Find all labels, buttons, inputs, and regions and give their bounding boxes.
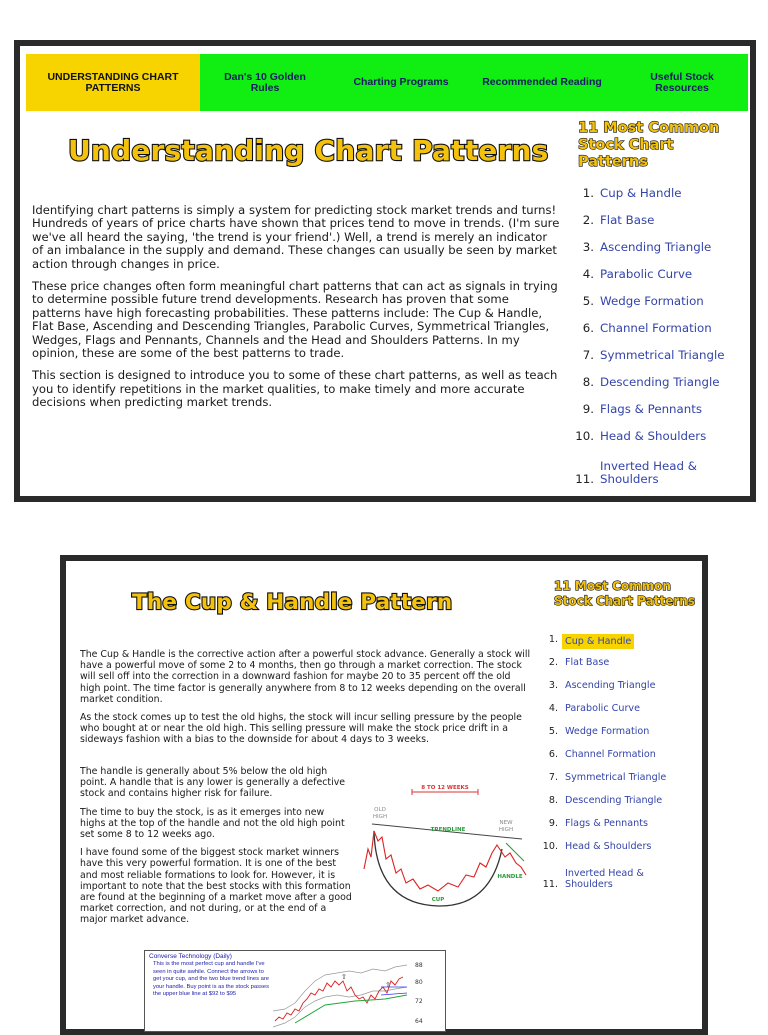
item-number: 2.	[548, 657, 558, 668]
pattern-item[interactable]	[568, 321, 746, 348]
pattern-item[interactable]	[536, 703, 704, 726]
item-number: 10.	[575, 429, 594, 443]
item-link[interactable]: Wedge Formation	[565, 726, 650, 737]
item-link[interactable]: Parabolic Curve	[600, 267, 693, 281]
stock-chart-plot	[145, 951, 445, 1031]
item-number: 8.	[582, 375, 594, 389]
cup-paragraph: The Cup & Handle is the corrective action after a powerful stock advance. Generally a stock will have a powerful move of some 2 to 4 months, then go through a market correction. The stock will sell off into the correction in a downward fashion for maybe 20 to 35 percent off the old high point. The time factor is generally anywhere from 8 to 12 weeks depending on the overall market condition.	[80, 649, 531, 705]
item-link[interactable]: Flags & Pennants	[600, 402, 703, 416]
item-link[interactable]: Parabolic Curve	[565, 703, 640, 714]
item-number: 3.	[548, 680, 558, 691]
nav-golden-rules[interactable]: Dan's 10 Golden Rules	[224, 70, 306, 94]
handle-paragraph: I have found some of the biggest stock market winners have this very powerful formation. It is one of the best and most reliable formations to look for. However, it is important to note that the best stocks with this formation are found at the beginning of a market move after a good market correction, and not during, or at the end of a major market advance.	[80, 847, 352, 926]
nav-charting-programs[interactable]: Charting Programs	[353, 76, 449, 88]
cup-handle-text	[80, 649, 532, 753]
pattern-item[interactable]	[536, 818, 704, 841]
y-tick: 64	[415, 1018, 423, 1025]
intro-paragraph: Identifying chart patterns is simply a system for predicting stock market trends and turns! Hundreds of years of price charts have shown that prices tend to move in trends. (I'm sure we've all heard the saying, 'the trend is your friend'.) Well, a trend is merely an indicator of an imbalance in the supply and demand. These changes can usually be seen by market action through changes in price.	[32, 203, 560, 271]
converse-stock-chart	[144, 950, 446, 1032]
item-number: 3.	[582, 240, 594, 254]
item-link[interactable]: Symmetrical Triangle	[565, 772, 667, 783]
nav-recommended-reading[interactable]: Recommended Reading	[482, 76, 602, 88]
item-link[interactable]: Ascending Triangle	[565, 680, 656, 691]
item-number: 7.	[548, 772, 558, 783]
item-number: 11.	[542, 879, 558, 890]
cup-handle-diagram	[358, 779, 534, 907]
pattern-item[interactable]	[568, 375, 746, 402]
item-number: 4.	[582, 267, 594, 281]
pattern-item[interactable]	[536, 749, 704, 772]
top-navigation	[26, 54, 748, 111]
stock-chart-title: Converse Technology (Daily)	[149, 953, 232, 960]
handle-paragraph: The time to buy the stock, is as it emerges into new highs at the top of the handle and not the old high point set some 8 to 12 weeks ago.	[80, 806, 345, 841]
lower-blue-trendline	[381, 993, 407, 995]
cup-curve	[374, 831, 502, 906]
pattern-item[interactable]	[568, 240, 746, 267]
pattern-item[interactable]	[536, 864, 704, 890]
up-arrow-icon: ⇧	[341, 973, 347, 981]
item-link[interactable]: Descending Triangle	[600, 375, 720, 389]
pattern-item[interactable]	[568, 402, 746, 429]
pattern-item[interactable]	[568, 456, 746, 486]
sidebar-title: 11 Most Common Stock Chart Patterns	[554, 579, 695, 608]
nav-understanding-chart-patterns[interactable]: UNDERSTANDING CHART PATTERNS	[26, 54, 200, 111]
pattern-list	[568, 186, 746, 486]
pattern-item[interactable]	[568, 429, 746, 456]
item-number: 2.	[582, 213, 594, 227]
page-title: The Cup & Handle Pattern	[132, 590, 453, 615]
item-link[interactable]: Ascending Triangle	[600, 240, 712, 254]
item-link[interactable]: Flat Base	[600, 213, 655, 227]
pattern-item[interactable]	[536, 634, 704, 657]
item-number: 5.	[548, 726, 558, 737]
item-number: 6.	[582, 321, 594, 335]
handle-label: HANDLE	[497, 874, 523, 880]
cup-handle-panel	[60, 555, 708, 1035]
handle-line	[506, 843, 524, 861]
intro-paragraph: These price changes often form meaningful chart patterns that can act as signals in trying to determine possible future trend developments. Research has proven that some patterns have high forecasting probabilities. These patterns include: The Cup & Handle, Flat Base, Ascending and Descending Triangles, Parabolic Curves, Symmetrical Triangles, Wedges, Flags and Pennants, Channels and the Head and Shoulders Patterns. In my opinion, these are some of the best patterns to trade.	[32, 279, 558, 361]
up-arrow-icon: ⇧	[385, 981, 391, 989]
item-number: 8.	[548, 795, 558, 806]
pattern-item[interactable]	[536, 726, 704, 749]
pattern-item[interactable]	[568, 186, 746, 213]
handle-text	[80, 766, 352, 933]
pattern-item[interactable]	[536, 795, 704, 818]
pattern-item[interactable]	[536, 680, 704, 703]
item-link[interactable]: Inverted Head & Shoulders	[565, 868, 644, 890]
y-tick: 80	[415, 979, 423, 986]
old-high-label: OLD	[374, 807, 386, 813]
intro-text	[32, 204, 560, 419]
item-number: 1.	[548, 634, 558, 645]
nav-useful-stock-resources[interactable]: Useful Stock Resources	[650, 70, 714, 94]
item-link[interactable]: Flat Base	[565, 657, 610, 668]
stock-chart-caption: This is the most perfect cup and handle I've seen in quite awhile. Connect the arrows to get your cup, and the two blue trend lines are your handle. Buy point is as the stock passes the upper blue line at $92 to $95	[153, 961, 270, 998]
moving-average	[295, 995, 407, 1023]
pattern-item[interactable]	[568, 213, 746, 240]
item-link[interactable]: Symmetrical Triangle	[600, 348, 725, 362]
item-link[interactable]: Wedge Formation	[600, 294, 704, 308]
item-link[interactable]: Channel Formation	[565, 749, 656, 760]
pattern-item[interactable]	[536, 657, 704, 680]
item-number: 1.	[582, 186, 594, 200]
item-number: 11.	[575, 472, 594, 486]
pattern-item[interactable]	[536, 772, 704, 795]
item-link[interactable]: Head & Shoulders	[565, 841, 652, 852]
pattern-list	[536, 634, 704, 890]
item-number: 4.	[548, 703, 558, 714]
item-number: 9.	[582, 402, 594, 416]
pattern-item[interactable]	[568, 294, 746, 321]
new-high-label: HIGH	[498, 827, 514, 833]
page-title: Understanding Chart Patterns	[68, 134, 549, 167]
understanding-panel	[14, 40, 756, 502]
item-number: 6.	[548, 749, 558, 760]
old-high-label: HIGH	[372, 814, 388, 820]
item-link[interactable]: Inverted Head & Shoulders	[600, 459, 697, 486]
pattern-item[interactable]	[536, 841, 704, 864]
sidebar-title: 11 Most Common Stock Chart Patterns	[578, 120, 720, 170]
item-link[interactable]: Descending Triangle	[565, 795, 663, 806]
weeks-label: 8 TO 12 WEEKS	[421, 785, 469, 791]
item-link[interactable]: Flags & Pennants	[565, 818, 648, 829]
item-link-active[interactable]: Cup & Handle	[562, 634, 634, 649]
item-link[interactable]: Head & Shoulders	[600, 429, 707, 443]
handle-paragraph: The handle is generally about 5% below the old high point. A handle that is any lower is generally a defective stock and contains higher risk for failure.	[80, 766, 346, 800]
item-link[interactable]: Cup & Handle	[600, 186, 682, 200]
y-tick: 72	[415, 998, 423, 1005]
y-tick: 88	[415, 962, 423, 969]
intro-paragraph: This section is designed to introduce you to some of these chart patterns, as well as teach you to identify repetitions in the market qualities, to make timely and more accurate decisions when predicting market trends.	[32, 368, 558, 410]
item-number: 7.	[582, 348, 594, 362]
trendline-label: TRENDLINE	[430, 827, 466, 833]
new-high-label: NEW	[499, 820, 513, 826]
pattern-item[interactable]	[568, 348, 746, 375]
item-number: 5.	[582, 294, 594, 308]
item-number: 9.	[548, 818, 558, 829]
pattern-item[interactable]	[568, 267, 746, 294]
item-link[interactable]: Channel Formation	[600, 321, 712, 335]
cup-label: CUP	[431, 897, 445, 903]
cup-paragraph: As the stock comes up to test the old highs, the stock will incur selling pressure by the people who bought at or near the old high. This selling pressure will make the stock price drift in a sideways fashion with a bias to the downside for about 4 days to 3 weeks.	[80, 712, 522, 746]
item-number: 10.	[542, 841, 558, 852]
